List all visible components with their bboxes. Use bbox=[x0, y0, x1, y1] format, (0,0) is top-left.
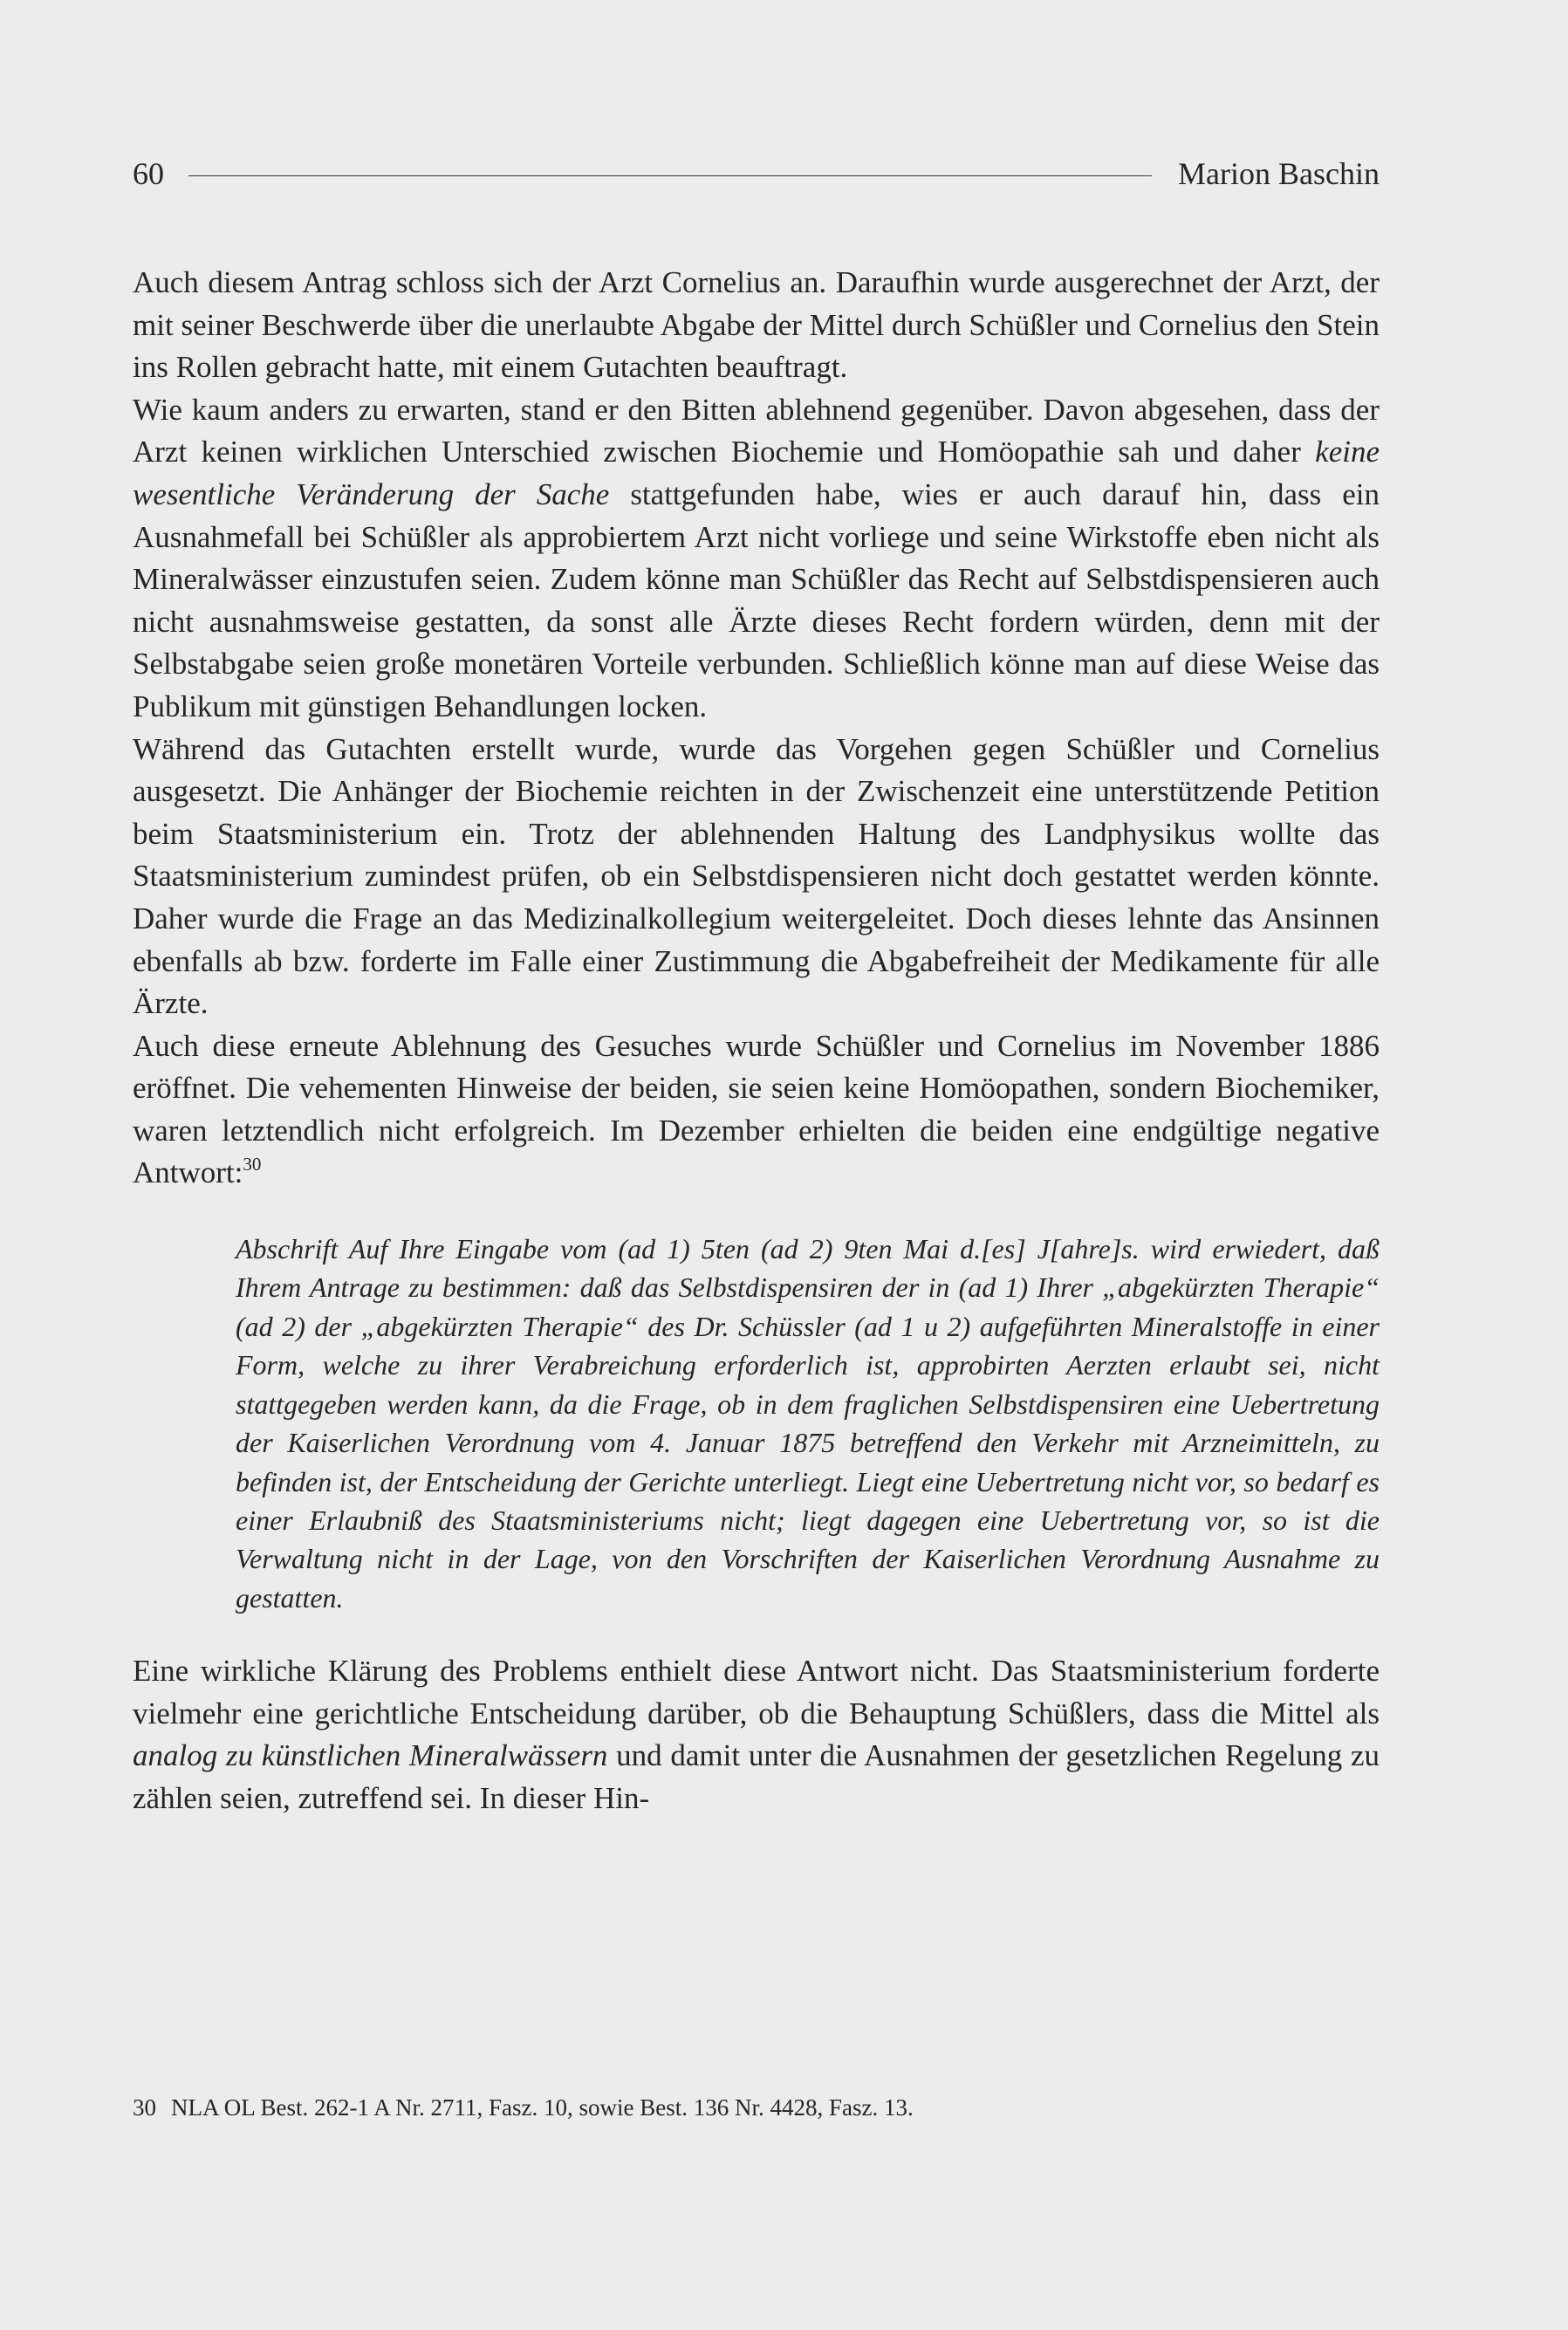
running-header bbox=[133, 154, 1380, 194]
paragraph-3-text: Während das Gutachten erstellt wurde, wurde das Vorgehen gegen Schüßler und Cornelius ausgesetzt. Die Anhänger der Biochemie reichten in der Zwischenzeit eine unterstützende Petition beim Staatsministerium ein. Trotz der ablehnenden Haltung des Landphysikus wollte das Staatsministerium zumindest prüfen, ob ein Selbstdispensieren nicht doch gestattet werden könnte. Daher wurde die Frage an das Medizinalkollegium weitergeleitet. Doch dieses lehnte das Ansinnen ebenfalls ab bzw. forderte im Falle einer Zustimmung die Abgabefreiheit der Medikamente für alle Ärzte. bbox=[133, 731, 1380, 1021]
footnote-text: NLA OL Best. 262-1 A Nr. 2711, Fasz. 10, sowie Best. 136 Nr. 4428, Fasz. 13. bbox=[171, 2094, 914, 2121]
paragraph-1 bbox=[133, 262, 1380, 389]
footnote-number: 30 bbox=[133, 2094, 156, 2121]
paragraph-2 bbox=[133, 389, 1380, 729]
paragraph-5-italic: analog zu künstlichen Mineralwässern bbox=[133, 1738, 608, 1773]
header-rule bbox=[188, 175, 1152, 176]
paragraph-5-text-a: Eine wirkliche Klärung des Problems enthielt diese Antwort nicht. Das Staatsministerium forderte vielmehr eine gerichtliche Entscheidung darüber, ob die Behauptung Schüßlers, dass die Mittel als bbox=[133, 1654, 1380, 1730]
body-text bbox=[133, 262, 1380, 1820]
paragraph-3 bbox=[133, 729, 1380, 1025]
paragraph-2-text-b: stattgefunden habe, wies er auch darauf hin, dass ein Ausnahmefall bei Schüßler als approbiertem Arzt nicht vorliege und seine Wirkstoffe eben nicht als Mineralwässer einzustufen seien. Zudem könne man Schüßler das Recht auf Selbstdispensieren auch nicht ausnahmsweise gestatten, da sonst alle Ärzte dieses Recht fordern würden, denn mit der Selbstabgabe seien große monetären Vorteile verbunden. Schließlich könne man auf diese Weise das Publikum mit günstigen Behandlungen locken. bbox=[133, 476, 1380, 723]
paragraph-4 bbox=[133, 1025, 1380, 1195]
author-name: Marion Baschin bbox=[1178, 156, 1380, 191]
page-number: 60 bbox=[133, 156, 164, 191]
paragraph-4-text: Auch diese erneute Ablehnung des Gesuches wurde Schüßler und Cornelius im November 1886 eröffnet. Die vehementen Hinweise der beiden, sie seien keine Homöopathen, sondern Biochemiker, waren letztendlich nicht erfolgreich. Im Dezember erhielten die beiden eine endgültige negative Antwort: bbox=[133, 1028, 1380, 1190]
paragraph-1-text: Auch diesem Antrag schloss sich der Arzt Cornelius an. Daraufhin wurde ausgerechnet der Arzt, der mit seiner Beschwerde über die unerlaubte Abgabe der Mittel durch Schüßler und Cornelius den Stein ins Rollen gebracht hatte, mit einem Gutachten beauftragt. bbox=[133, 265, 1380, 385]
paragraph-2-text-a: Wie kaum anders zu erwarten, stand er den Bitten ablehnend gegenüber. Davon abgesehen, dass der Arzt keinen wirklichen Unterschied zwischen Biochemie und Homöopathie sah und daher bbox=[133, 392, 1380, 469]
paragraph-2-italic: keine wesentliche Veränderung der Sache bbox=[133, 435, 1380, 511]
footnote bbox=[133, 2092, 1380, 2123]
paragraph-5-text-b: und damit unter die Ausnahmen der gesetzlichen Regelung zu zählen seien, zutreffend sei. In dieser Hin- bbox=[133, 1738, 1380, 1815]
paragraph-5 bbox=[133, 1650, 1380, 1819]
footnote-reference[interactable]: 30 bbox=[243, 1153, 262, 1175]
block-quote: Abschrift Auf Ihre Eingabe vom (ad 1) 5ten (ad 2) 9ten Mai d.[es] J[ahre]s. wird erwiedert, daß Ihrem Antrage zu bestimmen: daß das Selbstdispensiren der in (ad 1) Ihrer „abgekürzten Therapie“ (ad 2) der „abgekürzten Therapie“ des Dr. Schüssler (ad 1 u 2) aufgeführten Mineralstoffe in einer Form, welche zu ihrer Verabreichung erforderlich ist, approbirten Aerzten erlaubt sei, nicht stattgegeben werden kann, da die Frage, ob in dem fraglichen Selbstdispensiren eine Uebertretung der Kaiserlichen Verordnung vom 4. Januar 1875 betreffend den Verkehr mit Arzneimitteln, zu befinden ist, der Entscheidung der Gerichte unterliegt. Liegt eine Uebertretung nicht vor, so bedarf es einer Erlaubniß des Staatsministeriums nicht; liegt dagegen eine Uebertretung vor, so ist die Verwaltung nicht in der Lage, von den Vorschriften der Kaiserlichen Verordnung Ausnahme zu gestatten. bbox=[236, 1233, 1380, 1614]
